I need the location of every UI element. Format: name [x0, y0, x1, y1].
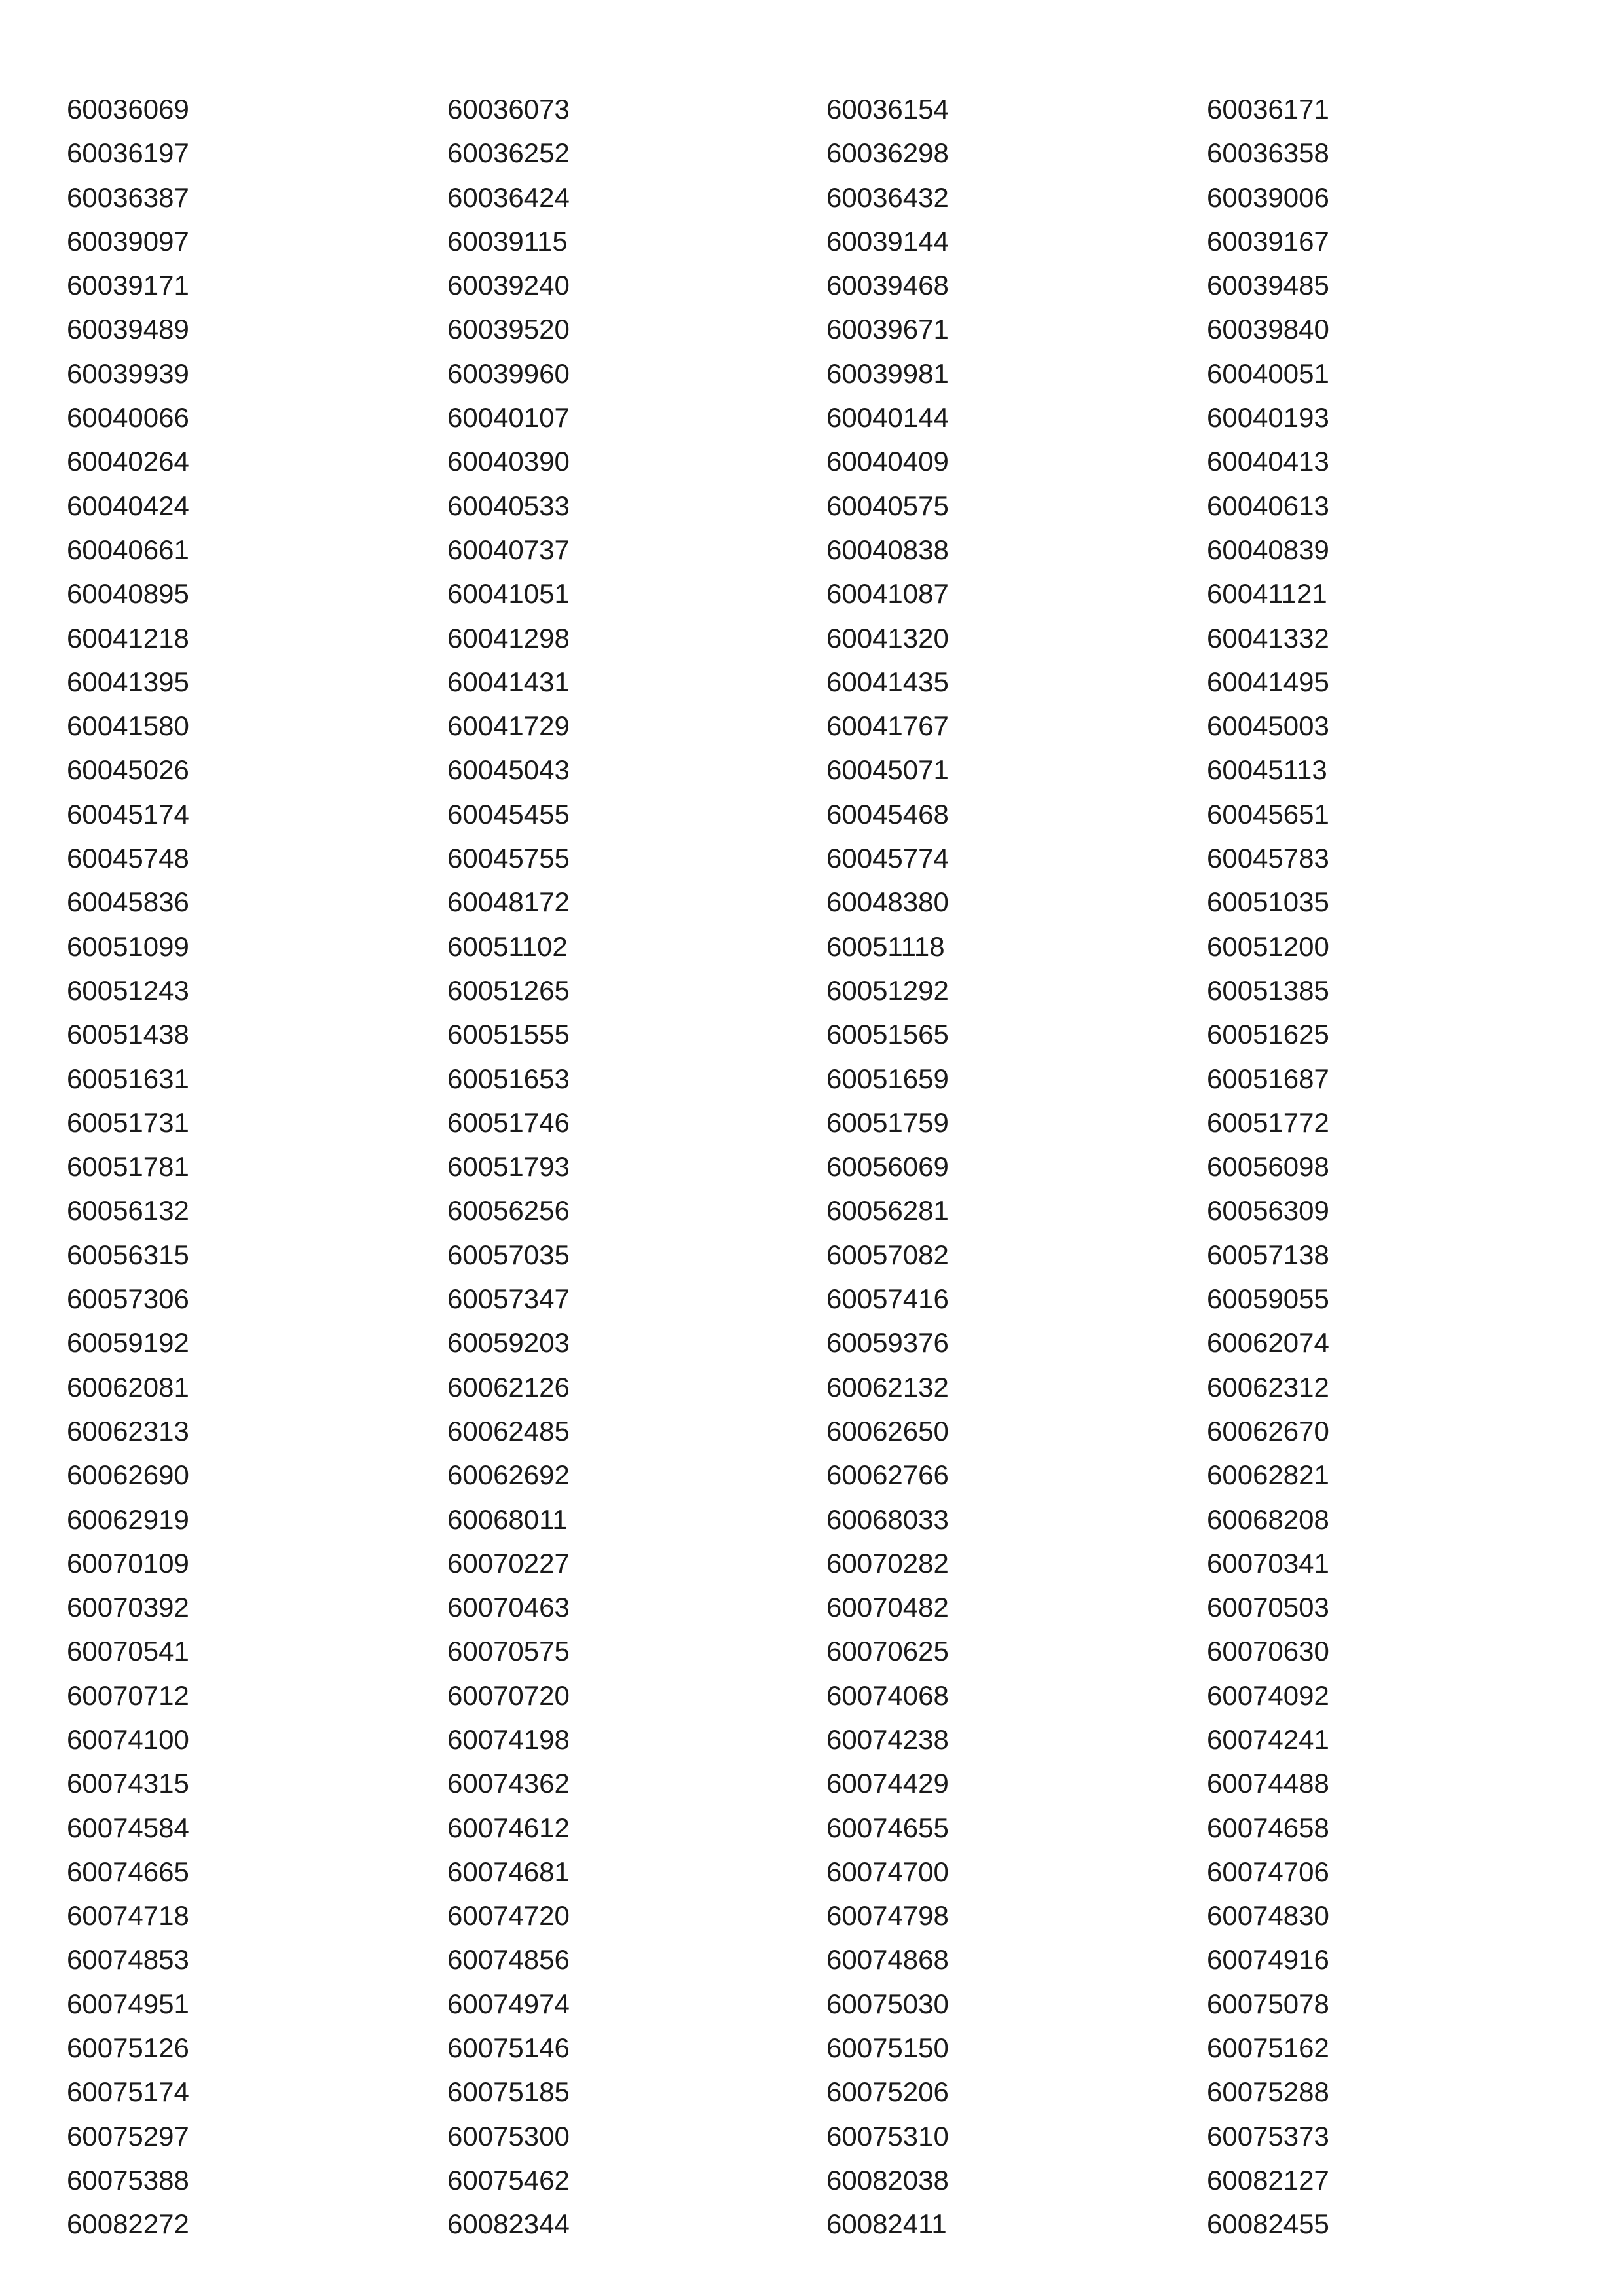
number-cell: 60039489 [67, 314, 189, 345]
number-cell: 60051292 [826, 974, 949, 1006]
number-cell: 60059203 [447, 1327, 570, 1359]
number-cell: 60041121 [1207, 578, 1327, 610]
number-cell: 60036171 [1207, 94, 1329, 124]
number-cell: 60051385 [1207, 974, 1329, 1006]
number-cell: 60045755 [447, 843, 570, 874]
number-cell: 60082411 [826, 2209, 947, 2240]
number-cell: 60039960 [447, 358, 570, 389]
number-cell: 60051200 [1207, 930, 1329, 962]
number-row [0, 1982, 1624, 2026]
number-cell: 60056315 [67, 1239, 189, 1270]
number-row [0, 1409, 1624, 1453]
number-cell: 60082038 [826, 2164, 949, 2195]
number-cell: 60074798 [826, 1900, 949, 1932]
number-cell: 60075288 [1207, 2076, 1329, 2108]
number-cell: 60036154 [826, 94, 949, 124]
number-cell: 60075462 [447, 2164, 570, 2195]
number-cell: 60082455 [1207, 2209, 1329, 2240]
number-cell: 60036358 [1207, 138, 1329, 169]
number-row [0, 1233, 1624, 1277]
number-cell: 60045026 [67, 754, 189, 786]
number-cell: 60082127 [1207, 2164, 1329, 2195]
number-cell: 60074681 [447, 1856, 570, 1887]
number-row [0, 87, 1624, 131]
number-cell: 60040839 [1207, 534, 1329, 565]
number-cell: 60059376 [826, 1327, 949, 1359]
number-row [0, 1541, 1624, 1585]
number-cell: 60062485 [447, 1415, 570, 1446]
number-cell: 60074092 [1207, 1680, 1329, 1711]
number-cell: 60040737 [447, 534, 570, 565]
number-row [0, 572, 1624, 615]
number-cell: 60059192 [67, 1327, 189, 1359]
number-cell: 60068208 [1207, 1503, 1329, 1535]
number-cell: 60074241 [1207, 1723, 1329, 1755]
number-row [0, 792, 1624, 836]
number-cell: 60045071 [826, 754, 949, 786]
number-cell: 60070541 [67, 1636, 189, 1667]
number-cell: 60051243 [67, 974, 189, 1006]
number-cell: 60074830 [1207, 1900, 1329, 1932]
number-cell: 60070109 [67, 1547, 189, 1579]
number-cell: 60057035 [447, 1239, 570, 1270]
number-cell: 60045748 [67, 843, 189, 874]
number-cell: 60041767 [826, 710, 949, 742]
number-cell: 60074665 [67, 1856, 189, 1887]
number-cell: 60074429 [826, 1768, 949, 1799]
number-cell: 60070625 [826, 1636, 949, 1667]
number-cell: 60048172 [447, 887, 570, 918]
number-row [0, 748, 1624, 792]
number-cell: 60070282 [826, 1547, 949, 1579]
number-cell: 60041218 [67, 622, 189, 653]
number-cell: 60074655 [826, 1812, 949, 1843]
number-cell: 60039981 [826, 358, 949, 389]
number-cell: 60041431 [447, 666, 570, 697]
number-cell: 60039520 [447, 314, 570, 345]
number-cell: 60059055 [1207, 1283, 1329, 1315]
number-cell: 60074612 [447, 1812, 570, 1843]
number-cell: 60051781 [67, 1151, 189, 1183]
number-cell: 60062919 [67, 1503, 189, 1535]
number-cell: 60074951 [67, 1988, 189, 2019]
number-row [0, 131, 1624, 175]
number-cell: 60045651 [1207, 798, 1329, 830]
number-cell: 60062081 [67, 1371, 189, 1403]
number-row [0, 1629, 1624, 1673]
number-cell: 60075373 [1207, 2120, 1329, 2152]
number-cell: 60039468 [826, 270, 949, 301]
number-row [0, 439, 1624, 483]
number-cell: 60056309 [1207, 1195, 1329, 1226]
number-cell: 60036252 [447, 138, 570, 169]
number-cell: 60045455 [447, 798, 570, 830]
number-row [0, 1101, 1624, 1145]
number-cell: 60051555 [447, 1019, 570, 1050]
number-row [0, 263, 1624, 307]
number-cell: 60056069 [826, 1151, 949, 1183]
number-cell: 60075150 [826, 2032, 949, 2064]
number-row [0, 352, 1624, 395]
number-cell: 60041729 [447, 710, 570, 742]
number-cell: 60045113 [1207, 754, 1327, 786]
number-cell: 60051731 [67, 1107, 189, 1138]
number-row [0, 1497, 1624, 1541]
number-cell: 60075162 [1207, 2032, 1329, 2064]
number-cell: 60068033 [826, 1503, 949, 1535]
number-cell: 60040661 [67, 534, 189, 565]
number-row [0, 1453, 1624, 1497]
number-cell: 60041495 [1207, 666, 1329, 697]
number-cell: 60041395 [67, 666, 189, 697]
number-cell: 60075030 [826, 1988, 949, 2019]
number-row [0, 2026, 1624, 2070]
number-cell: 60039240 [447, 270, 570, 301]
number-cell: 60036387 [67, 181, 189, 213]
number-cell: 60062313 [67, 1415, 189, 1446]
number-cell: 60040838 [826, 534, 949, 565]
number-row [0, 1717, 1624, 1761]
number-cell: 60075078 [1207, 1988, 1329, 2019]
number-cell: 60040144 [826, 402, 949, 433]
number-cell: 60040264 [67, 446, 189, 477]
number-cell: 60074868 [826, 1944, 949, 1975]
number-cell: 60070482 [826, 1592, 949, 1623]
number-cell: 60057306 [67, 1283, 189, 1315]
number-cell: 60075297 [67, 2120, 189, 2152]
number-cell: 60051759 [826, 1107, 949, 1138]
number-row [0, 395, 1624, 439]
number-cell: 60040051 [1207, 358, 1329, 389]
number-cell: 60051118 [826, 930, 945, 962]
number-cell: 60057347 [447, 1283, 570, 1315]
number-cell: 60051035 [1207, 887, 1329, 918]
number-cell: 60074853 [67, 1944, 189, 1975]
number-cell: 60075310 [826, 2120, 949, 2152]
number-cell: 60051099 [67, 930, 189, 962]
number-cell: 60040390 [447, 446, 570, 477]
number-cell: 60040107 [447, 402, 570, 433]
number-cell: 60041332 [1207, 622, 1329, 653]
number-list [0, 87, 1624, 2247]
number-cell: 60056098 [1207, 1151, 1329, 1183]
number-cell: 60074068 [826, 1680, 949, 1711]
number-cell: 60051625 [1207, 1019, 1329, 1050]
number-cell: 60051687 [1207, 1063, 1329, 1094]
number-cell: 60036432 [826, 181, 949, 213]
number-cell: 60045783 [1207, 843, 1329, 874]
number-cell: 60036197 [67, 138, 189, 169]
number-cell: 60074718 [67, 1900, 189, 1932]
number-cell: 60045174 [67, 798, 189, 830]
number-cell: 60039671 [826, 314, 949, 345]
number-row [0, 1937, 1624, 1981]
number-cell: 60041435 [826, 666, 949, 697]
number-row [0, 528, 1624, 572]
number-cell: 60056256 [447, 1195, 570, 1226]
number-cell: 60062692 [447, 1460, 570, 1491]
number-cell: 60039171 [67, 270, 189, 301]
number-cell: 60036424 [447, 181, 570, 213]
number-cell: 60040424 [67, 490, 189, 521]
number-cell: 60070575 [447, 1636, 570, 1667]
number-cell: 60051746 [447, 1107, 570, 1138]
number-cell: 60062690 [67, 1460, 189, 1491]
number-cell: 60039485 [1207, 270, 1329, 301]
number-cell: 60041051 [447, 578, 570, 610]
number-row [0, 1585, 1624, 1629]
number-row [0, 925, 1624, 968]
number-cell: 60057138 [1207, 1239, 1329, 1270]
number-cell: 60062670 [1207, 1415, 1329, 1446]
number-cell: 60074100 [67, 1723, 189, 1755]
number-row [0, 880, 1624, 924]
number-cell: 60075146 [447, 2032, 570, 2064]
number-row [0, 1761, 1624, 1805]
number-cell: 60040533 [447, 490, 570, 521]
number-cell: 60075300 [447, 2120, 570, 2152]
number-cell: 60051265 [447, 974, 570, 1006]
number-cell: 60070227 [447, 1547, 570, 1579]
number-cell: 60051565 [826, 1019, 949, 1050]
number-cell: 60041320 [826, 622, 949, 653]
number-cell: 60051102 [447, 930, 568, 962]
number-cell: 60045774 [826, 843, 949, 874]
number-cell: 60062821 [1207, 1460, 1329, 1491]
number-row [0, 616, 1624, 660]
number-row [0, 1894, 1624, 1937]
number-cell: 60074362 [447, 1768, 570, 1799]
number-cell: 60051793 [447, 1151, 570, 1183]
number-cell: 60051438 [67, 1019, 189, 1050]
number-cell: 60062132 [826, 1371, 949, 1403]
number-row [0, 2202, 1624, 2246]
number-cell: 60074700 [826, 1856, 949, 1887]
number-row [0, 1057, 1624, 1101]
number-cell: 60070463 [447, 1592, 570, 1623]
number-cell: 60045468 [826, 798, 949, 830]
number-cell: 60075206 [826, 2076, 949, 2108]
number-cell: 60040895 [67, 578, 189, 610]
number-row [0, 175, 1624, 219]
number-cell: 60057082 [826, 1239, 949, 1270]
number-cell: 60045836 [67, 887, 189, 918]
number-cell: 60051653 [447, 1063, 570, 1094]
number-row [0, 704, 1624, 748]
number-row [0, 1277, 1624, 1321]
number-cell: 60062766 [826, 1460, 949, 1491]
number-cell: 60068011 [447, 1503, 568, 1535]
number-cell: 60039167 [1207, 225, 1329, 257]
number-cell: 60039939 [67, 358, 189, 389]
number-cell: 60041087 [826, 578, 949, 610]
number-row [0, 2114, 1624, 2158]
number-cell: 60040066 [67, 402, 189, 433]
number-cell: 60051659 [826, 1063, 949, 1094]
number-cell: 60040613 [1207, 490, 1329, 521]
number-cell: 60036069 [67, 94, 189, 124]
number-cell: 60075126 [67, 2032, 189, 2064]
number-cell: 60036073 [447, 94, 570, 124]
number-row [0, 1188, 1624, 1232]
number-cell: 60039144 [826, 225, 949, 257]
number-cell: 60074488 [1207, 1768, 1329, 1799]
number-cell: 60040575 [826, 490, 949, 521]
number-row [0, 219, 1624, 263]
number-cell: 60074706 [1207, 1856, 1329, 1887]
number-row [0, 484, 1624, 528]
number-cell: 60056281 [826, 1195, 949, 1226]
number-row [0, 1321, 1624, 1365]
number-cell: 60074916 [1207, 1944, 1329, 1975]
number-cell: 60082344 [447, 2209, 570, 2240]
number-cell: 60070341 [1207, 1547, 1329, 1579]
number-row [0, 1012, 1624, 1056]
number-cell: 60056132 [67, 1195, 189, 1226]
number-cell: 60036298 [826, 138, 949, 169]
number-cell: 60039115 [447, 225, 568, 257]
number-cell: 60075388 [67, 2164, 189, 2195]
number-cell: 60074974 [447, 1988, 570, 2019]
number-cell: 60074198 [447, 1723, 570, 1755]
number-cell: 60039097 [67, 225, 189, 257]
number-row [0, 660, 1624, 704]
number-cell: 60045043 [447, 754, 570, 786]
number-cell: 60040413 [1207, 446, 1329, 477]
number-cell: 60070392 [67, 1592, 189, 1623]
number-cell: 60045003 [1207, 710, 1329, 742]
number-row [0, 1674, 1624, 1717]
number-cell: 60062074 [1207, 1327, 1329, 1359]
number-cell: 60074720 [447, 1900, 570, 1932]
number-cell: 60074856 [447, 1944, 570, 1975]
number-cell: 60041580 [67, 710, 189, 742]
number-cell: 60048380 [826, 887, 949, 918]
number-row [0, 836, 1624, 880]
number-cell: 60062126 [447, 1371, 570, 1403]
number-row [0, 307, 1624, 351]
number-cell: 60082272 [67, 2209, 189, 2240]
number-cell: 60040193 [1207, 402, 1329, 433]
number-row [0, 1850, 1624, 1894]
number-cell: 60070712 [67, 1680, 189, 1711]
number-cell: 60074584 [67, 1812, 189, 1843]
number-cell: 60074238 [826, 1723, 949, 1755]
number-cell: 60070503 [1207, 1592, 1329, 1623]
number-cell: 60057416 [826, 1283, 949, 1315]
number-row [0, 2070, 1624, 2114]
number-cell: 60041298 [447, 622, 570, 653]
number-cell: 60070720 [447, 1680, 570, 1711]
number-cell: 60070630 [1207, 1636, 1329, 1667]
number-cell: 60040409 [826, 446, 949, 477]
number-row [0, 2158, 1624, 2202]
number-row [0, 1365, 1624, 1409]
number-row [0, 1806, 1624, 1850]
number-cell: 60074658 [1207, 1812, 1329, 1843]
number-row [0, 1145, 1624, 1188]
number-cell: 60039006 [1207, 181, 1329, 213]
number-cell: 60051631 [67, 1063, 189, 1094]
number-cell: 60062312 [1207, 1371, 1329, 1403]
number-cell: 60062650 [826, 1415, 949, 1446]
number-cell: 60075185 [447, 2076, 570, 2108]
number-row [0, 968, 1624, 1012]
number-cell: 60074315 [67, 1768, 189, 1799]
number-cell: 60051772 [1207, 1107, 1329, 1138]
number-cell: 60039840 [1207, 314, 1329, 345]
number-cell: 60075174 [67, 2076, 189, 2108]
